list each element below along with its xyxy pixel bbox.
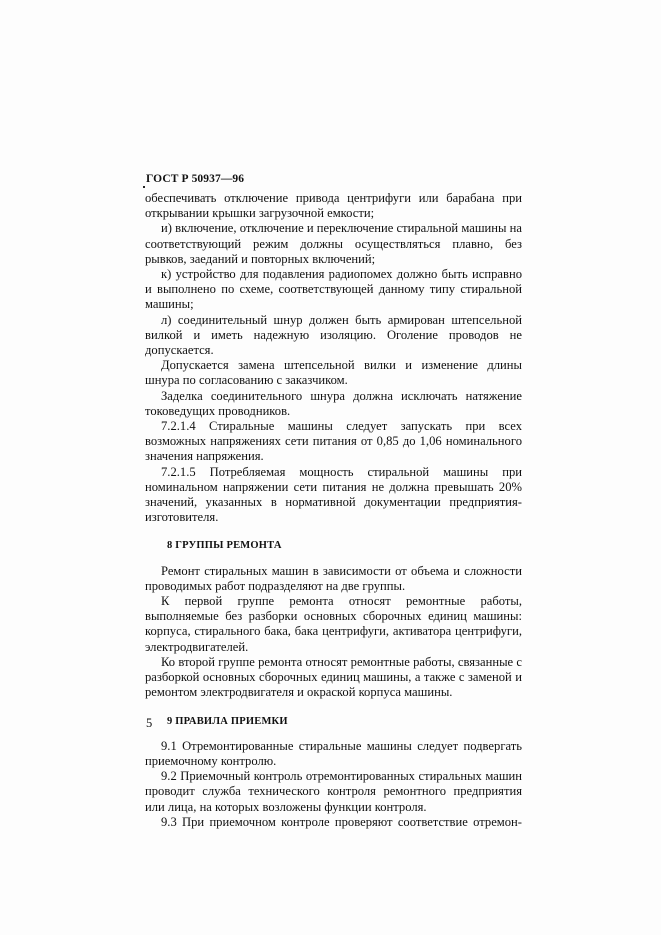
- paragraph: Допускается замена штепсельной вилки и изменение длины шнура по согласованию с заказчиком.: [145, 358, 522, 388]
- paragraph: Заделка соединительного шнура должна исключать натяжение токоведущих проводников.: [145, 388, 522, 418]
- paragraph: и) включение, отключение и переключение стиральной машины на соответствующий режим должны осуществляться плавно, без рывков, заеданий и повторных включений;: [145, 221, 522, 266]
- paragraph: 9.1 Отремонтированные стиральные машины следует подвергать приемочному контролю.: [145, 738, 522, 768]
- document-body: [145, 191, 522, 830]
- section-9-title: 9 ПРАВИЛА ПРИЕМКИ: [167, 715, 288, 727]
- paragraph: 7.2.1.5 Потребляемая мощность стиральной машины при номинальном напряжении сети питания не должна превышать 20% значений, указанных в нормативной документации предприятия-изготовителя.: [145, 464, 522, 525]
- margin-dot: [143, 186, 145, 188]
- paragraph: Ремонт стиральных машин в зависимости от объема и сложности проводимых работ подразделяют на две группы.: [145, 563, 522, 593]
- paragraph: 9.2 Приемочный контроль отремонтированных стиральных машин проводит служба технического контроля ремонтного предприятия или лица, на которых возложены функции контроля.: [145, 769, 522, 814]
- page-number: 5: [146, 716, 153, 730]
- paragraph: Ко второй группе ремонта относят ремонтные работы, связанные с разборкой основных сборочных единиц машины, а также с заменой и ремонтом электродвигателя и окраской корпуса машины.: [145, 654, 522, 700]
- paragraph: обеспечивать отключение привода центрифуги или барабана при открывании крышки загрузочной емкости;: [145, 191, 522, 221]
- paragraph: 9.3 При приемочном контроле проверяют соответствие отремон-: [161, 814, 522, 829]
- paragraph: К первой группе ремонта относят ремонтные работы, выполняемые без разборки основных сборочных единиц машины: корпуса, стирального бака, бака центрифуги, активатора центрифуги, электродвигателей.: [145, 594, 522, 654]
- paragraph: л) соединительный шнур должен быть армирован штепсельной вилкой и иметь надежную изоляцию. Оголение проводов не допускается.: [145, 312, 522, 358]
- paragraph: 7.2.1.4 Стиральные машины следует запускать при всех возможных напряжениях сети питания от 0,85 до 1,06 номинального значения напряжения.: [145, 419, 522, 464]
- section-8-title: 8 ГРУППЫ РЕМОНТА: [167, 540, 282, 552]
- document-header: ГОСТ Р 50937—96: [146, 173, 245, 185]
- paragraph: к) устройство для подавления радиопомех должно быть исправно и выполнено по схеме, соответствующей данному типу стиральной машины;: [145, 267, 522, 312]
